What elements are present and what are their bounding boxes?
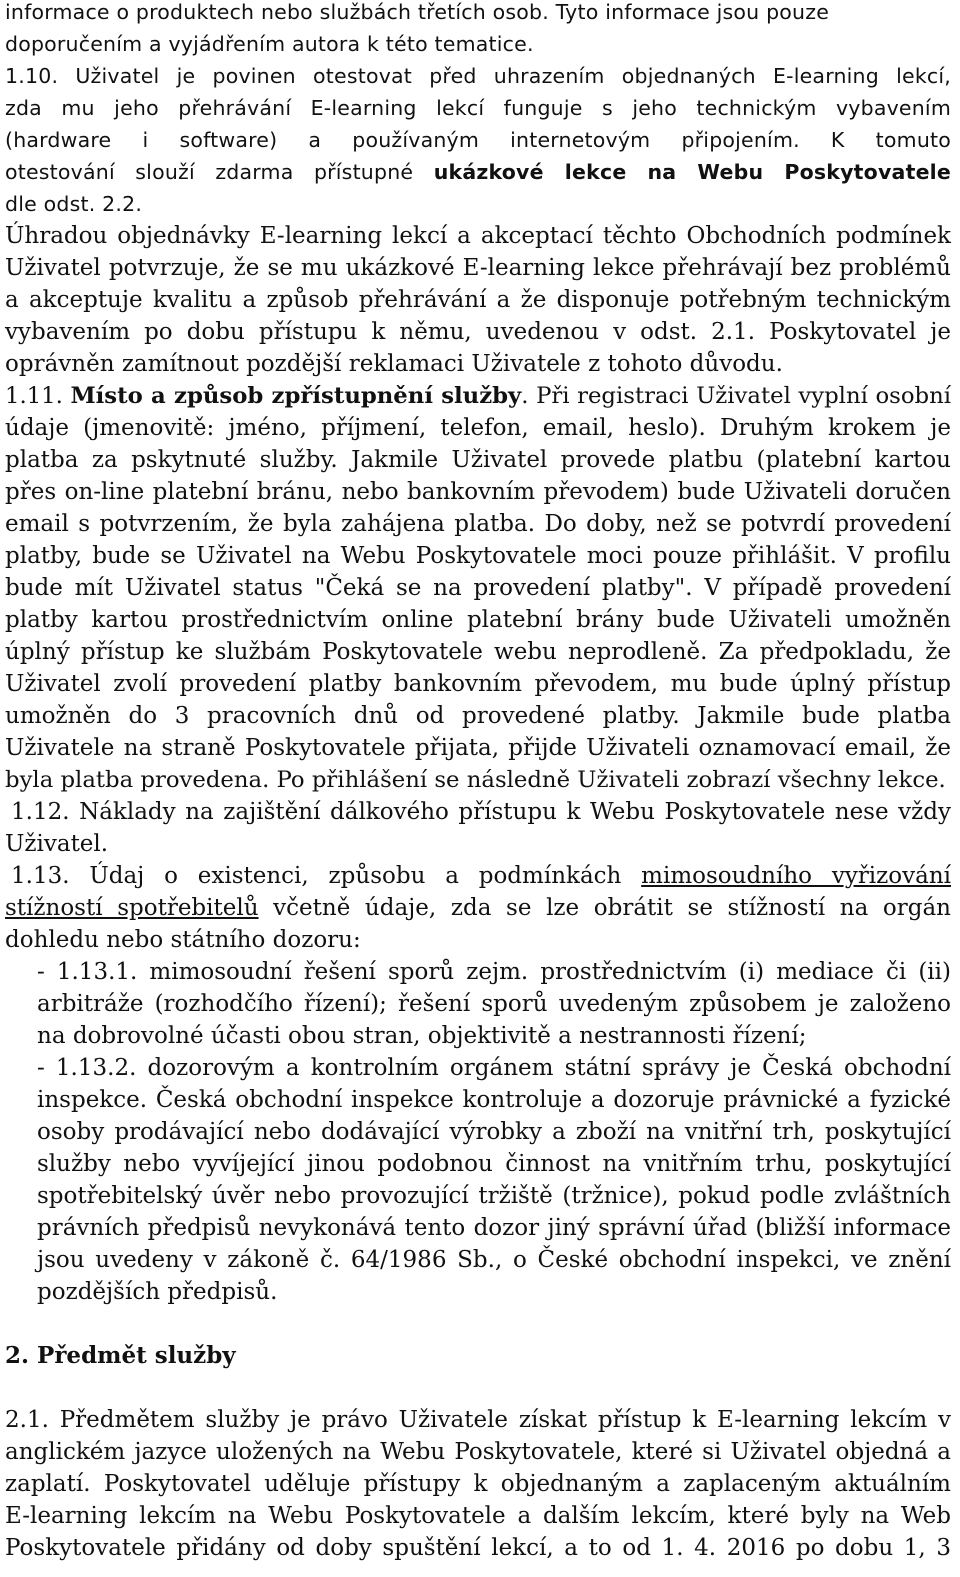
text-line: oprávněn zamítnout pozdější reklamaci Uživatele z tohoto důvodu. — [5, 351, 783, 377]
text-line: doporučením a vyjádřením autora k této tematice. — [5, 32, 534, 56]
text-line: Poskytovatele přidány od doby spuštění lekcí, a to od 1. 4. 2016 po dobu 1, 3 — [5, 1535, 951, 1561]
spacer — [5, 1308, 951, 1340]
text-line: údaje (jmenovitě: jméno, příjmení, telefon, email, heslo). Druhým krokem je — [5, 415, 951, 441]
text-line: a akceptuje kvalitu a způsob přehrávání a že disponuje potřebným technickým — [5, 287, 951, 313]
text-line: dohledu nebo státního dozoru: — [5, 927, 361, 953]
text-line: právních předpisů nevykonává tento dozor jiný správní úřad (bližší informace — [37, 1215, 951, 1241]
sample-lessons-link-text: ukázkové lekce na Webu Poskytovatele — [433, 160, 951, 184]
text-line: zda mu jeho přehrávání E-learning lekcí funguje s jeho technickým vybavením — [5, 96, 951, 120]
text-line: umožněn do 3 pracovních dnů od provedené platby. Jakmile bude platba — [5, 703, 951, 729]
text-line: platby kartou prostřednictvím online platební brány bude Uživateli umožněn — [5, 607, 951, 633]
text-line: služby nebo vyvíjející jinou podobnou činnost na vnitřním trhu, poskytující — [37, 1151, 951, 1177]
section-subtitle: Místo a způsob zpřístupnění služby — [70, 383, 522, 409]
text-line: informace o produktech nebo službách třetích osob. Tyto informace jsou pouze — [5, 0, 830, 24]
section-heading: 2. Předmět služby — [5, 1342, 236, 1369]
text-line: bude mít Uživatel status "Čeká se na provedení platby". V případě provedení — [5, 575, 951, 601]
text-line: vybavením po dobu přístupu k němu, uvedenou v odst. 2.1. Poskytovatel je — [5, 319, 951, 345]
text-line: Uživatel zvolí provedení platby bankovním převodem, mu bude úplný přístup — [5, 671, 951, 697]
list-item: - 1.13.2. dozorovým a kontrolním orgánem státní správy je Česká obchodní — [37, 1055, 951, 1081]
text-line: byla platba provedena. Po přihlášení se následně Uživateli zobrazí všechny lekce. — [5, 767, 946, 793]
list-item: - 1.13.1. mimosoudní řešení sporů zejm. prostřednictvím (i) mediace či (ii) — [37, 959, 951, 985]
text-line: Úhradou objednávky E-learning lekcí a akceptací těchto Obchodních podmínek — [5, 223, 951, 249]
text-line: jsou uvedeny v zákoně č. 64/1986 Sb., o České obchodní inspekci, ve znění — [37, 1247, 951, 1273]
text-line: arbitráže (rozhodčího řízení); řešení sporů uvedeným způsobem je založeno — [37, 991, 951, 1017]
document-page — [5, 0, 951, 1564]
text-line: pozdějších předpisů. — [37, 1279, 278, 1305]
text-line: osoby prodávající nebo dodávající výrobky a zboží na vnitřní trh, poskytující — [37, 1119, 951, 1145]
text-line: zaplatí. Poskytovatel uděluje přístupy k objednaným a zaplaceným aktuálním — [5, 1471, 951, 1497]
spacer — [5, 1372, 951, 1404]
text-line: platby, bude se Uživatel na Webu Poskytovatele moci pouze přihlášit. V profilu — [5, 543, 951, 569]
text-line: (hardware i software) a používaným internetovým připojením. K tomuto — [5, 128, 951, 152]
adr-link-text-cont: stížností spotřebitelů — [5, 895, 259, 921]
text-line: 1.11. Místo a způsob zpřístupnění služby. Při registraci Uživatel vyplní osobní — [5, 383, 952, 409]
text-line: úplný přístup ke službám Poskytovatele webu neprodleně. Za předpokladu, že — [5, 639, 951, 665]
text-line: platba za pskytnuté služby. Jakmile Uživatel provede platbu (platební kartou — [5, 447, 951, 473]
text-line: 1.12. Náklady na zajištění dálkového přístupu k Webu Poskytovatele nese vždy — [11, 799, 951, 825]
text-line: Uživatele na straně Poskytovatele přijata, přijde Uživateli oznamovací email, že — [5, 735, 951, 761]
text-line: Uživatel. — [5, 831, 109, 857]
text-line: přes on-line platební bránu, nebo bankovním převodem) bude Uživateli doručen — [5, 479, 951, 505]
text-line: 1.13. Údaj o existenci, způsobu a podmínkách mimosoudního vyřizování — [11, 863, 952, 889]
text-line: dle odst. 2.2. — [5, 192, 143, 216]
text-line: stížností spotřebitelů včetně údaje, zda se lze obrátit se stížností na orgán — [5, 895, 951, 921]
text-line: E-learning lekcím na Webu Poskytovatele a dalším lekcím, které byly na Web — [5, 1503, 951, 1529]
text-line: otestování slouží zdarma přístupné ukázkové lekce na Webu Poskytovatele — [5, 160, 951, 184]
adr-link-text: mimosoudního vyřizování — [641, 863, 952, 889]
text-line: spotřebitelský úvěr nebo provozující tržiště (tržnice), pokud podle zvláštních — [37, 1183, 951, 1209]
text-line: anglickém jazyce uložených na Webu Poskytovatele, které si Uživatel objedná a — [5, 1439, 951, 1465]
text-line: 1.10. Uživatel je povinen otestovat před uhrazením objednaných E-learning lekcí, — [5, 64, 951, 88]
text-line: na dobrovolné účasti obou stran, objektivitě a nestrannosti řízení; — [37, 1023, 807, 1049]
text-line: email s potvrzením, že byla zahájena platba. Do doby, než se potvrdí provedení — [5, 511, 951, 537]
text-line: Uživatel potvrzuje, že se mu ukázkové E-learning lekce přehrávají bez problémů — [5, 255, 951, 281]
text-line: 2.1. Předmětem služby je právo Uživatele získat přístup k E-learning lekcím v — [5, 1407, 951, 1433]
text-line: inspekce. Česká obchodní inspekce kontroluje a dozoruje právnické a fyzické — [37, 1087, 951, 1113]
